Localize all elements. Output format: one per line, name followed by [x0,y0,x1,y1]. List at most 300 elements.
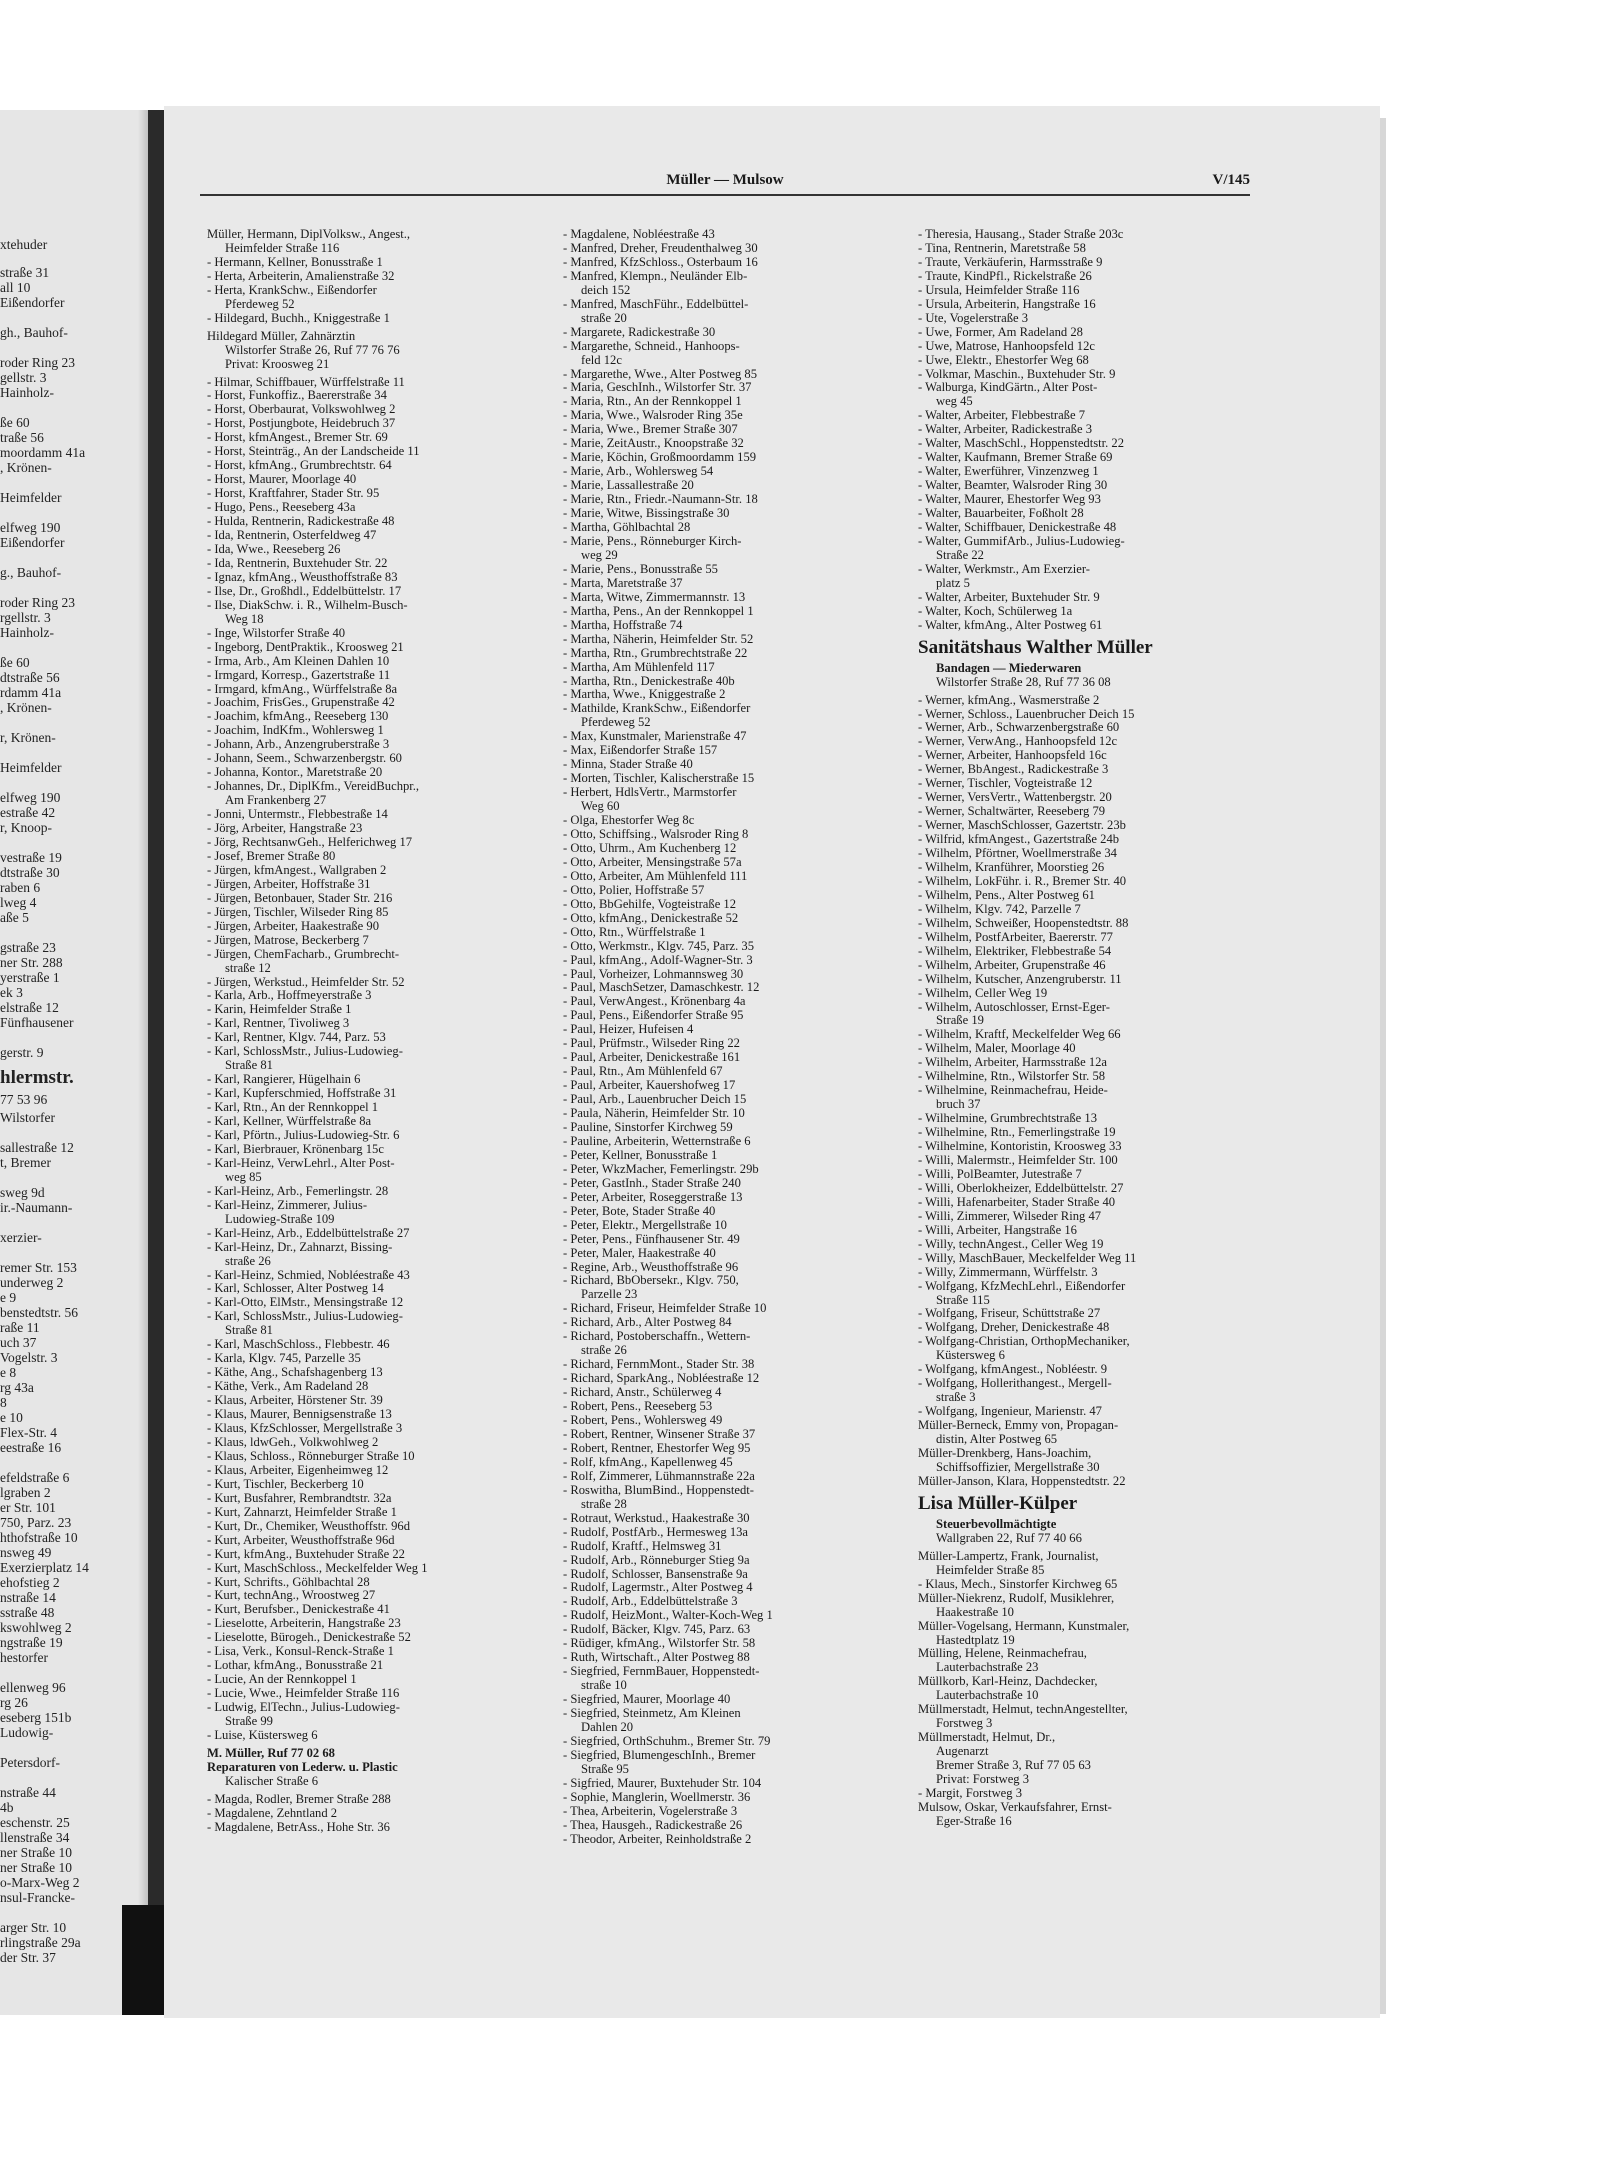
directory-entry-line: - Margarethe, Schneid., Hanhoops- [563,339,740,353]
directory-entry-line: - Werner, Schaltwärter, Reeseberg 79 [918,805,1106,819]
directory-entry-line: - Inge, Wilstorfer Straße 40 [207,626,346,640]
directory-entry-line: - Otto, Arbeiter, Am Mühlenfeld 111 [563,869,748,883]
directory-entry-line: - Hugo, Pens., Reeseberg 43a [207,501,356,515]
directory-entry-line: - Paul, Rtn., Am Mühlenfeld 67 [563,1065,723,1079]
directory-entry-line: Straße 19 [936,1014,984,1028]
left-page-text-fragment: eseberg 151b [0,1710,72,1725]
directory-entry-line: - Rudolf, Kraftf., Helmsweg 31 [563,1539,722,1553]
left-page-text-fragment: nstraße 44 [0,1785,56,1800]
directory-entry-line: Müller-Drenkberg, Hans-Joachim, [918,1447,1092,1461]
left-page-text-fragment: gstraße 23 [0,940,56,955]
directory-entry-line: Augenarzt [936,1745,989,1759]
directory-entry-line: - Horst, Postjungbote, Heidebruch 37 [207,417,396,431]
directory-entry-line: - Marie, Pens., Bonusstraße 55 [563,562,718,576]
directory-entry-line: Straße 115 [936,1293,990,1307]
directory-entry-line: - Richard, Postoberschaffn., Wettern- [563,1330,751,1344]
directory-entry-line: - Paul, Heizer, Hufeisen 4 [563,1023,694,1037]
directory-entry-line: - Peter, Maler, Haakestraße 40 [563,1246,716,1260]
directory-entry-line: - Karl-Otto, ElMstr., Mensingstraße 12 [207,1296,404,1310]
directory-entry-line: - Hermann, Kellner, Bonusstraße 1 [207,255,383,269]
left-page-text-fragment: hlermstr. [0,1070,74,1086]
left-page-text-fragment: ße 60 [0,655,30,670]
directory-entry-line: - Karl, Pförtn., Julius-Ludowieg-Str. 6 [207,1129,400,1142]
directory-entry-line: - Werner, VersVertr., Wattenbergstr. 20 [918,791,1112,805]
left-page-text-fragment: benstedtstr. 56 [0,1305,78,1320]
directory-entry-line: straße 26 [581,1344,627,1358]
directory-entry-line: - Klaus, ldwGeh., Volkwohlweg 2 [207,1435,379,1449]
left-page-text-fragment: 77 53 96 [0,1092,48,1107]
directory-entry-line: - Karl-Heinz, VerwLehrl., Alter Post- [207,1156,395,1170]
directory-entry-line: - Robert, Rentner, Ehestorfer Weg 95 [563,1441,751,1455]
directory-entry-line: - Lothar, kfmAng., Bonusstraße 21 [207,1659,384,1673]
directory-entry-line: - Magdalene, BetrAss., Hohe Str. 36 [207,1820,390,1834]
left-page-text-fragment: ehofstieg 2 [0,1575,60,1590]
left-page-text-fragment: underweg 2 [0,1275,64,1290]
directory-entry-line: - Karl-Heinz, Schmied, Nobléestraße 43 [207,1268,410,1282]
directory-entry-line: - Wilhelm, LokFühr. i. R., Bremer Str. 40 [918,874,1127,888]
directory-entry-line: - Richard, SparkAng., Nobléestraße 12 [563,1372,760,1386]
directory-entry-line: - Wilhelm, Arbeiter, Grupenstraße 46 [918,958,1106,972]
directory-entry-line: - Wilhelm, Pens., Alter Postweg 61 [918,888,1095,902]
directory-entry-line: - Wilhelmine, Kontoristin, Kroosweg 33 [918,1140,1122,1154]
directory-entry-line: - Marie, Rtn., Friedr.-Naumann-Str. 18 [563,493,758,507]
directory-entry-line: - Ingeborg, DentPraktik., Kroosweg 21 [207,640,404,654]
directory-entry-line: - Werner, Arb., Schwarzenbergstraße 60 [918,721,1120,735]
directory-entry-line: - Peter, Kellner, Bonusstraße 1 [563,1148,718,1162]
directory-entry-line: - Ida, Wwe., Reeseberg 26 [207,542,341,556]
directory-entry-line: - Marta, Witwe, Zimmermannstr. 13 [563,590,746,604]
directory-entry-line: - Peter, Pens., Fünfhausener Str. 49 [563,1232,740,1246]
directory-entry-line: - Lieselotte, Bürogeh., Denickestraße 52 [207,1631,411,1645]
left-page-text-fragment: moordamm 41a [0,445,86,460]
directory-entry-line: - Margarethe, Wwe., Alter Postweg 85 [563,367,757,381]
advert-heading: Lisa Müller-Külper [918,1492,1078,1514]
directory-entry-line: Parzelle 23 [581,1288,638,1302]
directory-entry-line: - Irmgard, Korresp., Gazertstraße 11 [207,668,391,682]
directory-entry-line: - Rüdiger, kfmAng., Wilstorfer Str. 58 [563,1637,756,1651]
directory-entry-line: - Paul, Pens., Eißendorfer Straße 95 [563,1009,744,1023]
directory-entry-line: - Horst, Funkoffiz., Baererstraße 34 [207,389,387,403]
directory-entry-line: - Werner, Arbeiter, Hanhoopsfeld 16c [918,749,1107,763]
directory-entry-line: - Jürgen, ChemFacharb., Grumbrecht- [207,947,400,961]
directory-entry-line: - Ludwig, ElTechn., Julius-Ludowieg- [207,1701,400,1715]
directory-entry-line: Küstersweg 6 [936,1349,1005,1363]
directory-entry-line: - Paul, Arbeiter, Kauershofweg 17 [563,1079,736,1093]
directory-entry-line: - Olga, Ehestorfer Weg 8c [563,814,695,828]
directory-entry-line: - Willi, PolBeamter, Jutestraße 7 [918,1167,1082,1181]
directory-entry-line: - Walter, Beamter, Walsroder Ring 30 [918,479,1108,493]
directory-entry-line: Am Frankenberg 27 [225,794,327,808]
left-page-text-fragment: e 10 [0,1410,23,1425]
directory-entry-line: - Ursula, Heimfelder Straße 116 [918,283,1080,297]
left-page-text-fragment: all 10 [0,280,31,295]
directory-entry-line: - Pauline, Arbeiterin, Wetternstraße 6 [563,1134,751,1148]
left-page-text-fragment: ße 60 [0,415,30,430]
directory-entry-line: - Horst, Steinträg., An der Landscheide 11 [207,445,420,459]
directory-entry-line: - Jürgen, Arbeiter, Hoffstraße 31 [207,877,371,891]
directory-entry-line: Heimfelder Straße 116 [225,241,340,255]
directory-entry-line: - Johann, Seem., Schwarzenbergstr. 60 [207,752,402,766]
left-page-text-fragment: hthofstraße 10 [0,1530,78,1545]
directory-entry-line: feld 12c [581,353,622,367]
left-page-text-fragment: llenstraße 34 [0,1830,70,1845]
directory-entry-line: - Maria, Wwe., Bremer Straße 307 [563,423,738,437]
directory-entry-line: Privat: Kroosweg 21 [225,357,330,371]
directory-entry-line: Pferdeweg 52 [225,297,295,311]
directory-entry-line: - Walter, Kaufmann, Bremer Straße 69 [918,451,1113,465]
directory-entry-line: - Käthe, Ang., Schafshagenberg 13 [207,1366,383,1380]
directory-entry-line: - Walter, Bauarbeiter, Foßholt 28 [918,507,1084,521]
directory-entry-line: - Walter, MaschSchl., Hoppenstedtstr. 22 [918,437,1125,451]
directory-entry-line: - Horst, Oberbaurat, Volkswohlweg 2 [207,403,396,417]
directory-entry-line: Müller-Niekrenz, Rudolf, Musiklehrer, [918,1591,1115,1605]
left-page-fragment [0,110,152,2015]
directory-entry-line: - Ida, Rentnerin, Osterfeldweg 47 [207,529,377,543]
directory-entry-line: - Klaus, Maurer, Bennigsenstraße 13 [207,1408,392,1422]
directory-entry-line: Wilstorfer Straße 26, Ruf 77 76 76 [225,343,400,357]
left-page-text-fragment: roder Ring 23 [0,355,75,370]
directory-entry-line: - Lieselotte, Arbeiterin, Hangstraße 23 [207,1617,401,1631]
left-page-text-fragment: xtehuder [0,237,48,252]
left-page-text-fragment: eestraße 16 [0,1440,62,1455]
directory-entry-line: - Maria, Rtn., An der Rennkoppel 1 [563,395,742,409]
directory-entry-line: - Wilhelm, Arbeiter, Harmsstraße 12a [918,1056,1108,1070]
directory-entry-line: - Siegfried, BlumengeschInh., Bremer [563,1748,756,1762]
directory-entry-line: - Richard, FernmMont., Stader Str. 38 [563,1358,755,1372]
directory-entry-line: - Rudolf, Lagermstr., Alter Postweg 4 [563,1581,753,1595]
directory-entry-line: Straße 81 [225,1324,273,1338]
directory-entry-line: - Karla, Arb., Hoffmeyerstraße 3 [207,989,372,1003]
left-page-text-fragment: e 9 [0,1290,17,1305]
left-page-text-fragment: g., Bauhof- [0,565,62,580]
left-page-text-fragment: dtstraße 30 [0,865,60,880]
directory-entry-line: - Wilhelmine, Reinmachefrau, Heide- [918,1084,1108,1098]
directory-entry-line: - Wolfgang, Hollerithangest., Mergell- [918,1377,1112,1391]
directory-entry-line: - Ida, Rentnerin, Buxtehuder Str. 22 [207,556,388,570]
left-page-text-fragment: Eißendorfer [0,535,65,550]
directory-entry-line: - Otto, Uhrm., Am Kuchenberg 12 [563,841,737,855]
directory-entry-line: Forstweg 3 [936,1717,993,1731]
left-page-text-fragment: rlingstraße 29a [0,1935,81,1950]
directory-entry-line: - Otto, Schiffsing., Walsroder Ring 8 [563,827,749,841]
directory-entry-line: Wilstorfer Straße 28, Ruf 77 36 08 [936,675,1111,689]
left-page-text-fragment: e 8 [0,1365,17,1380]
directory-entry-line: - Paul, VerwAngest., Krönenbarg 4a [563,995,746,1009]
directory-entry-line: - Jürgen, kfmAngest., Wallgraben 2 [207,863,387,877]
directory-entry-line: - Wilhelm, Kutscher, Anzengruberstr. 11 [918,972,1122,986]
directory-entry-line: - Walter, Arbeiter, Flebbestraße 7 [918,409,1086,423]
directory-entry-line: - Willi, Oberlokheizer, Eddelbüttelstr. 27 [918,1181,1124,1195]
directory-entry-line: - Wolfgang, kfmAngest., Nobléestr. 9 [918,1363,1108,1377]
directory-entry-line: - Wilhelm, Klgv. 742, Parzelle 7 [918,902,1081,916]
directory-entry-line: Hastedtplatz 19 [936,1633,1015,1647]
directory-entry-line: weg 29 [581,548,618,562]
directory-entry-line: - Pauline, Sinstorfer Kirchweg 59 [563,1121,733,1134]
directory-entry-line: - Maria, Wwe., Walsroder Ring 35e [563,409,743,423]
directory-entry-line: - Jörg, Arbeiter, Hangstraße 23 [207,822,363,836]
directory-entry-line: Müller-Lampertz, Frank, Journalist, [918,1549,1099,1563]
left-page-text-fragment: Heimfelder [0,490,62,505]
left-page-text-fragment: lgraben 2 [0,1485,51,1500]
directory-entry-line: - Paul, kfmAng., Adolf-Wagner-Str. 3 [563,953,753,967]
left-page-text-fragment: elfweg 190 [0,520,61,535]
directory-column-1 [207,228,555,1918]
left-page-text-fragment: Vogelstr. 3 [0,1350,58,1365]
directory-entry-line: - Willy, Zimmermann, Würffelstr. 3 [918,1265,1098,1279]
directory-entry-line: Müller-Vogelsang, Hermann, Kunstmaler, [918,1619,1130,1633]
left-page-text-fragment: ir.-Naumann- [0,1200,73,1215]
directory-entry-line: Haakestraße 10 [936,1605,1014,1619]
directory-entry-line: - Wolfgang, Ingenieur, Marienstr. 47 [918,1405,1102,1419]
directory-entry-line: - Karl, Kupferschmied, Hoffstraße 31 [207,1087,397,1101]
directory-entry-line: - Siegfried, Steinmetz, Am Kleinen [563,1707,741,1721]
directory-entry-line: - Jürgen, Tischler, Wilseder Ring 85 [207,905,389,919]
directory-entry-line: - Johannes, Dr., DiplKfm., VereidBuchpr., [207,780,420,794]
directory-entry-line: Straße 81 [225,1059,273,1073]
directory-entry-line: - Willy, MaschBauer, Meckelfelder Weg 11 [918,1251,1137,1265]
left-page-text-fragment: sallestraße 12 [0,1140,74,1155]
directory-entry-line: - Manfred, MaschFühr., Eddelbüttel- [563,297,749,311]
directory-entry-line: - Peter, GastInh., Stader Straße 240 [563,1176,741,1190]
directory-entry-line: - Kurt, Arbeiter, Weusthoffstraße 96d [207,1533,395,1547]
directory-entry-line: - Jürgen, Matrose, Beckerberg 7 [207,933,369,947]
directory-entry-line: - Ignaz, kfmAng., Weusthoffstraße 83 [207,570,398,584]
directory-entry-line: - Marie, Lassallestraße 20 [563,479,694,493]
directory-entry-line: Heimfelder Straße 85 [936,1563,1045,1577]
left-page-text-fragment: Flex-Str. 4 [0,1425,58,1440]
directory-entry-line: straße 28 [581,1497,627,1511]
directory-entry-line: - Ilse, Dr., Großhdl., Eddelbüttelstr. 17 [207,584,402,598]
left-page-text-fragment: Petersdorf- [0,1755,60,1770]
directory-entry-line: - Wilhelm, Celler Weg 19 [918,986,1048,1000]
left-page-text-fragment: Heimfelder [0,760,62,775]
directory-entry-line: Mülling, Helene, Reinmachefrau, [918,1647,1087,1661]
directory-entry-line: - Karla, Klgv. 745, Parzelle 35 [207,1352,361,1366]
directory-entry-line: - Kurt, kfmAng., Buxtehuder Straße 22 [207,1547,405,1561]
left-page-text-fragment: 8 [0,1395,7,1410]
directory-entry-line: Müllmerstadt, Helmut, Dr., [918,1731,1056,1745]
directory-entry-line: - Josef, Bremer Straße 80 [207,849,336,863]
directory-entry-line: - Richard, BbObersekr., Klgv. 750, [563,1274,739,1288]
directory-entry-line: - Max, Eißendorfer Straße 157 [563,744,718,758]
directory-entry-line: - Morten, Tischler, Kalischerstraße 15 [563,772,755,786]
directory-entry-line: Dahlen 20 [581,1720,634,1734]
left-page-text-fragment: er Str. 101 [0,1500,56,1515]
left-page-text-fragment: eschenstr. 25 [0,1815,70,1830]
directory-entry-line: Weg 60 [581,800,620,814]
left-page-text-fragment: traße 56 [0,430,44,445]
directory-entry-line: - Theresia, Hausang., Stader Straße 203c [918,228,1124,241]
directory-entry-line: - Walter, GummifArb., Julius-Ludowieg- [918,534,1125,548]
directory-entry-line: - Manfred, Klempn., Neuländer Elb- [563,269,748,283]
left-page-text-fragment: dtstraße 56 [0,670,60,685]
directory-entry-line: - Werner, kfmAng., Wasmerstraße 2 [918,693,1100,707]
directory-entry-line: - Magdalene, Nobléestraße 43 [563,228,715,241]
directory-entry-line: - Siegfried, OrthSchuhm., Bremer Str. 79 [563,1734,771,1748]
left-page-text-fragment: kswohlweg 2 [0,1620,72,1635]
directory-entry-line: - Manfred, Dreher, Freudenthalweg 30 [563,241,758,255]
directory-entry-line: - Wilhelmine, Rtn., Wilstorfer Str. 58 [918,1070,1106,1084]
directory-entry-line: - Robert, Pens., Reeseberg 53 [563,1400,713,1414]
directory-entry-line: - Otto, BbGehilfe, Vogteistraße 12 [563,897,737,911]
directory-entry-line: - Roswitha, BlumBind., Hoppenstedt- [563,1483,754,1497]
directory-entry-line: - Maria, GeschInh., Wilstorfer Str. 37 [563,381,752,395]
directory-entry-line: - Wilhelm, Maler, Moorlage 40 [918,1042,1076,1056]
directory-entry-line: - Kurt, Dr., Chemiker, Weusthoffstr. 96d [207,1519,410,1533]
spine-dark-edge [122,1905,166,2015]
directory-entry-line: - Martha, Göhlbachtal 28 [563,521,691,535]
left-page-text-fragment: , Krönen- [0,460,52,475]
directory-entry-line: - Johanna, Kontor., Maretstraße 20 [207,766,383,780]
directory-entry-line: - Horst, Maurer, Moorlage 40 [207,473,357,487]
directory-entry-line: - Walter, Maurer, Ehestorfer Weg 93 [918,493,1101,507]
directory-entry-line: - Magda, Rodler, Bremer Straße 288 [207,1792,391,1806]
directory-entry-line: - Marie, Witwe, Bissingstraße 30 [563,507,730,521]
left-page-text-fragment: sstraße 48 [0,1605,55,1620]
directory-entry-line: - Sophie, Manglerin, Woellmerstr. 36 [563,1790,751,1804]
directory-entry-line: - Wolfgang, Dreher, Denickestraße 48 [918,1321,1110,1335]
directory-entry-line: - Werner, Tischler, Vogteistraße 12 [918,777,1093,791]
directory-entry-line: - Wilhelm, Elektriker, Flebbestraße 54 [918,944,1112,958]
left-page-text-fragment: rg 43a [0,1380,34,1395]
directory-entry-line: straße 26 [225,1254,271,1268]
directory-entry-line: - Otto, Polier, Hoffstraße 57 [563,883,705,897]
left-page-text-fragment: gellstr. 3 [0,370,47,385]
left-page-text-fragment: ner Straße 10 [0,1845,72,1860]
directory-entry-line: - Karl-Heinz, Arb., Eddelbüttelstraße 27 [207,1226,410,1240]
directory-entry-line: - Karl-Heinz, Dr., Zahnarzt, Bissing- [207,1240,393,1254]
directory-entry-line: - Wolfgang-Christian, OrthopMechaniker, [918,1335,1130,1349]
directory-entry-line: - Karl, Rangierer, Hügelhain 6 [207,1073,361,1087]
directory-entry-line: - Paula, Näherin, Heimfelder Str. 10 [563,1107,745,1121]
directory-entry-line: - Willi, Arbeiter, Hangstraße 16 [918,1223,1077,1237]
directory-entry-line: - Wilhelm, PostfArbeiter, Baererstr. 77 [918,930,1113,944]
directory-entry-line: - Martha, Rtn., Denickestraße 40b [563,674,735,688]
directory-entry-line: Straße 95 [581,1762,629,1776]
directory-entry-line: Hildegard Müller, Zahnärztin [207,329,356,343]
directory-entry-line: - Paul, Vorheizer, Lohmannsweg 30 [563,967,744,981]
directory-entry-line: - Hildegard, Buchh., Kniggestraße 1 [207,311,390,325]
page-number: V/145 [1212,172,1250,188]
directory-entry-line: - Rotraut, Werkstud., Haakestraße 30 [563,1511,750,1525]
directory-entry-line: - Manfred, KfzSchloss., Osterbaum 16 [563,255,758,269]
left-page-text-fragment: elstraße 12 [0,1000,59,1015]
directory-entry-line: - Jürgen, Werkstud., Heimfelder Str. 52 [207,975,405,989]
directory-entry-line: - Otto, kfmAng., Denickestraße 52 [563,911,739,925]
directory-entry-line: - Rudolf, Arb., Eddelbüttelstraße 3 [563,1595,738,1609]
left-page-text-fragment: r, Knoop- [0,820,52,835]
directory-entry-line: - Kurt, MaschSchloss., Meckelfelder Weg 1 [207,1561,428,1575]
directory-entry-line: straße 10 [581,1679,627,1693]
directory-entry-line: - Kurt, Tischler, Beckerberg 10 [207,1477,364,1491]
directory-entry-line: - Walter, Koch, Schülerweg 1a [918,604,1073,618]
directory-entry-line: Steuerbevollmächtigte [936,1517,1057,1531]
directory-entry-line: - Karin, Heimfelder Straße 1 [207,1003,352,1017]
left-page-text-fragment: aße 5 [0,910,29,925]
directory-entry-line: Müller-Janson, Klara, Hoppenstedtstr. 22 [918,1474,1126,1488]
directory-entry-line: - Otto, Werkmstr., Klgv. 745, Parz. 35 [563,939,755,953]
directory-entry-line: Mulsow, Oskar, Verkaufsfahrer, Ernst- [918,1800,1112,1814]
directory-entry-line: - Rolf, Zimmerer, Lühmannstraße 22a [563,1469,755,1483]
directory-entry-line: - Horst, Kraftfahrer, Stader Str. 95 [207,487,380,501]
page-title: Müller — Mulsow [666,172,784,188]
directory-entry-line: - Thea, Arbeiterin, Vogelerstraße 3 [563,1804,738,1818]
directory-entry-line: - Irmgard, kfmAng., Würffelstraße 8a [207,682,398,696]
left-page-text-fragment: efeldstraße 6 [0,1470,70,1485]
directory-entry-line: - Wolfgang, Friseur, Schüttstraße 27 [918,1307,1101,1321]
directory-entry-line: - Sigfried, Maurer, Buxtehuder Str. 104 [563,1776,762,1790]
directory-entry-line: - Magdalene, Zehntland 2 [207,1806,338,1820]
left-page-text-fragment: ngstraße 19 [0,1635,63,1650]
left-page-text-fragment: raben 6 [0,880,41,895]
directory-entry-line: deich 152 [581,283,631,297]
directory-entry-line: - Ursula, Arbeiterin, Hangstraße 16 [918,297,1096,311]
directory-entry-line: - Thea, Hausgeh., Radickestraße 26 [563,1818,743,1832]
left-page-text-fragment: straße 31 [0,265,50,280]
directory-entry-line: Kalischer Straße 6 [225,1774,319,1788]
directory-entry-line: - Karl, Schlosser, Alter Postweg 14 [207,1282,384,1296]
directory-entry-line: - Klaus, Schloss., Rönneburger Straße 10 [207,1449,415,1463]
directory-entry-line: - Walter, Schiffbauer, Denickestraße 48 [918,521,1117,535]
directory-entry-line: - Richard, Anstr., Schülerweg 4 [563,1386,722,1400]
directory-entry-line: - Martha, Wwe., Kniggestraße 2 [563,688,726,702]
directory-entry-line: - Wilhelm, Kraftf, Meckelfelder Weg 66 [918,1028,1121,1042]
directory-entry-line: - Walter, Arbeiter, Radickestraße 3 [918,423,1092,437]
directory-entry-line: - Paul, Prüfmstr., Wilseder Ring 22 [563,1037,740,1051]
left-page-text-fragment: Hainholz- [0,385,54,400]
left-page-text-fragment: rgellstr. 3 [0,610,51,625]
left-page-text-fragment: elfweg 190 [0,790,61,805]
directory-entry-line: Lauterbachstraße 23 [936,1661,1039,1675]
left-page-text-fragment: , Krönen- [0,700,52,715]
left-page-text-fragment: Ludowig- [0,1725,54,1740]
directory-entry-line: - Karl, Bierbrauer, Krönenbarg 15c [207,1142,384,1156]
directory-entry-line: - Otto, Arbeiter, Mensingstraße 57a [563,855,742,869]
directory-entry-line: - Joachim, IndKfm., Wohlersweg 1 [207,724,384,738]
directory-entry-line: - Peter, Bote, Stader Straße 40 [563,1204,716,1218]
directory-entry-line: - Lucie, Wwe., Heimfelder Straße 116 [207,1687,400,1701]
directory-entry-line: distin, Alter Postweg 65 [936,1433,1058,1447]
directory-entry-line: - Lisa, Verk., Konsul-Renck-Straße 1 [207,1645,394,1659]
directory-entry-line: - Herta, Arbeiterin, Amalienstraße 32 [207,269,395,283]
directory-entry-line: - Volkmar, Maschin., Buxtehuder Str. 9 [918,367,1116,381]
directory-entry-line: - Paul, MaschSetzer, Damaschkestr. 12 [563,981,760,995]
directory-entry-line: - Robert, Rentner, Winsener Straße 37 [563,1427,756,1441]
directory-entry-line: - Wilfrid, kfmAngest., Gazertstraße 24b [918,833,1120,847]
directory-entry-line: platz 5 [936,576,970,590]
directory-entry-line: - Marie, ZeitAustr., Knoopstraße 32 [563,437,744,451]
left-page-text-fragment: Wilstorfer [0,1110,55,1125]
left-page-text-fragment: xerzier- [0,1230,42,1245]
directory-entry-line: - Walburga, KindGärtn., Alter Post- [918,381,1098,395]
directory-entry-line: - Rudolf, Schlosser, Bansenstraße 9a [563,1567,748,1581]
directory-entry-line: - Martha, Hoffstraße 74 [563,618,683,632]
directory-entry-line: - Peter, Elektr., Mergellstraße 10 [563,1218,727,1232]
directory-entry-line: - Regine, Arb., Weusthoffstraße 96 [563,1260,739,1274]
directory-entry-line: - Paul, Arb., Lauenbrucher Deich 15 [563,1093,747,1107]
directory-entry-line: - Marie, Köchin, Großmoordamm 159 [563,451,757,465]
directory-entry-line: - Wilhelm, Kranführer, Moorstieg 26 [918,860,1105,874]
left-page-text-fragment: der Str. 37 [0,1950,56,1965]
directory-entry-line: - Traute, Verkäuferin, Harmsstraße 9 [918,255,1103,269]
directory-entry-line: - Hilmar, Schiffbauer, Würffelstraße 11 [207,375,405,389]
directory-entry-line: Bremer Straße 3, Ruf 77 05 63 [936,1759,1091,1773]
directory-entry-line: - Hulda, Rentnerin, Radickestraße 48 [207,515,395,529]
left-page-text-fragment: 750, Parz. 23 [0,1515,72,1530]
directory-entry-line: - Wilhelm, Autoschlosser, Ernst-Eger- [918,1000,1110,1014]
left-page-text-fragment: 4b [0,1800,14,1815]
left-page-text-fragment: raße 11 [0,1320,40,1335]
